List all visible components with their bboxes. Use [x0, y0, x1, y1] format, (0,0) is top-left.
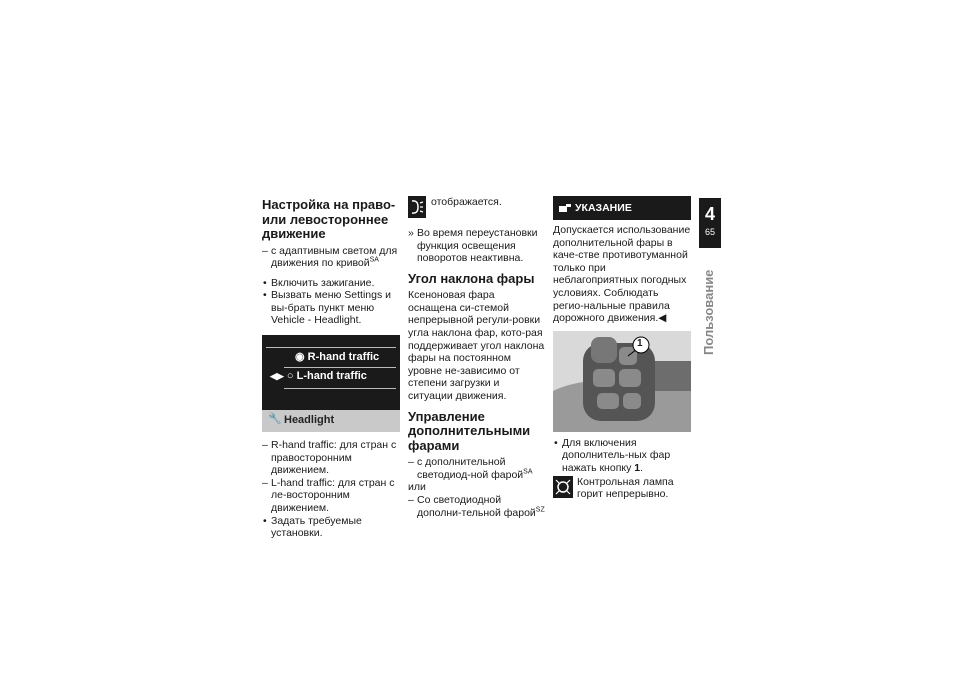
result-item: » Во время переустановки функция освещения поворотов неактивна.	[408, 227, 546, 265]
switch-illustration	[553, 331, 691, 432]
dash-text: с дополнительной светодиод-ной фарой	[417, 456, 524, 481]
curve-light-icon	[408, 196, 426, 218]
menu-row-r-hand	[295, 351, 379, 364]
chapter-number: 4	[704, 204, 715, 224]
page-number: 65	[704, 227, 715, 237]
dash-item	[262, 245, 400, 270]
wrench-icon: 🔧	[268, 413, 282, 426]
end-mark-icon: ◀	[658, 312, 667, 325]
dash-item	[408, 456, 546, 481]
note-title: УКАЗАНИЕ	[575, 202, 632, 214]
pointing-hand-icon	[558, 202, 572, 214]
icon-note-text: отображается.	[431, 196, 502, 208]
menu-label: L-hand traffic	[296, 370, 367, 383]
option-sup: SA	[523, 468, 533, 476]
divider	[284, 367, 396, 368]
icon-note	[408, 196, 546, 220]
callout-number: 1	[637, 337, 643, 349]
bullet-item: • Для включения дополнитель-ных фар нажать кнопку 1.	[553, 437, 691, 475]
dash-text: с адаптивным светом для движения по кривой	[271, 244, 398, 270]
heading-traffic-side: Настройка на право- или левостороннее движение	[262, 197, 396, 241]
menu-footer	[262, 410, 400, 432]
note-body: Допускается использование дополнительной фары в каче-стве противотуманной только при неблагоприятных погодных условиях. Соблюдать регио-нальные правила дорожного движения.	[553, 224, 691, 325]
divider	[284, 388, 396, 389]
menu-label: R-hand traffic	[307, 351, 380, 364]
note-text	[553, 224, 691, 325]
button-ref: 1	[634, 461, 641, 474]
handlebar-switch-photo	[553, 331, 691, 432]
dash-item	[408, 494, 546, 519]
note-header	[553, 196, 691, 220]
nav-arrows-icon: ◀▶	[270, 371, 284, 382]
bullet-item: • Включить зажигание.	[262, 277, 400, 290]
indicator-text: Контрольная лампа горит непрерывно.	[577, 475, 674, 501]
dash-text: Со светодиодной дополни-тельной фарой	[417, 493, 536, 519]
heading-aux-lights: Управление дополнительными фарами	[408, 408, 531, 453]
bullet-item: • Задать требуемые установки.	[262, 515, 400, 540]
column-2	[408, 196, 546, 519]
dash-item: – L-hand traffic: для стран с ле-восторонним движением.	[262, 477, 400, 515]
radio-selected-icon: ◉	[295, 351, 305, 364]
divider	[266, 347, 396, 348]
headlight-menu-screen	[262, 335, 400, 432]
option-sup: SZ	[535, 506, 545, 513]
footer-label: Headlight	[284, 414, 335, 427]
side-section-label: Пользование	[701, 269, 716, 355]
or-text: или	[408, 481, 426, 494]
column-1	[262, 198, 400, 540]
aux-light-indicator-icon	[553, 476, 573, 498]
menu-row-l-hand	[270, 370, 367, 383]
dash-item: – R-hand traffic: для стран с правосторонним движением.	[262, 439, 400, 477]
option-sup: SA	[369, 256, 379, 264]
radio-empty-icon: ○	[286, 370, 294, 383]
bullet-item: • Вызвать меню Settings и вы-брать пункт меню Vehicle - Headlight.	[262, 289, 400, 327]
column-3	[553, 196, 691, 501]
chapter-tab	[699, 198, 721, 248]
bullet-text: Для включения дополнитель-ных фар нажать кнопку	[562, 436, 671, 474]
indicator-note	[553, 476, 691, 501]
paragraph: Ксеноновая фара оснащена си-стемой непрерывной регули-ровки угла наклона фар, кото-рая поддерживает угол наклона фары на постоянном уровне не-зависимо от степени загрузки и ситуации движения.	[408, 289, 545, 403]
heading-beam-angle: Угол наклона фары	[408, 270, 535, 286]
